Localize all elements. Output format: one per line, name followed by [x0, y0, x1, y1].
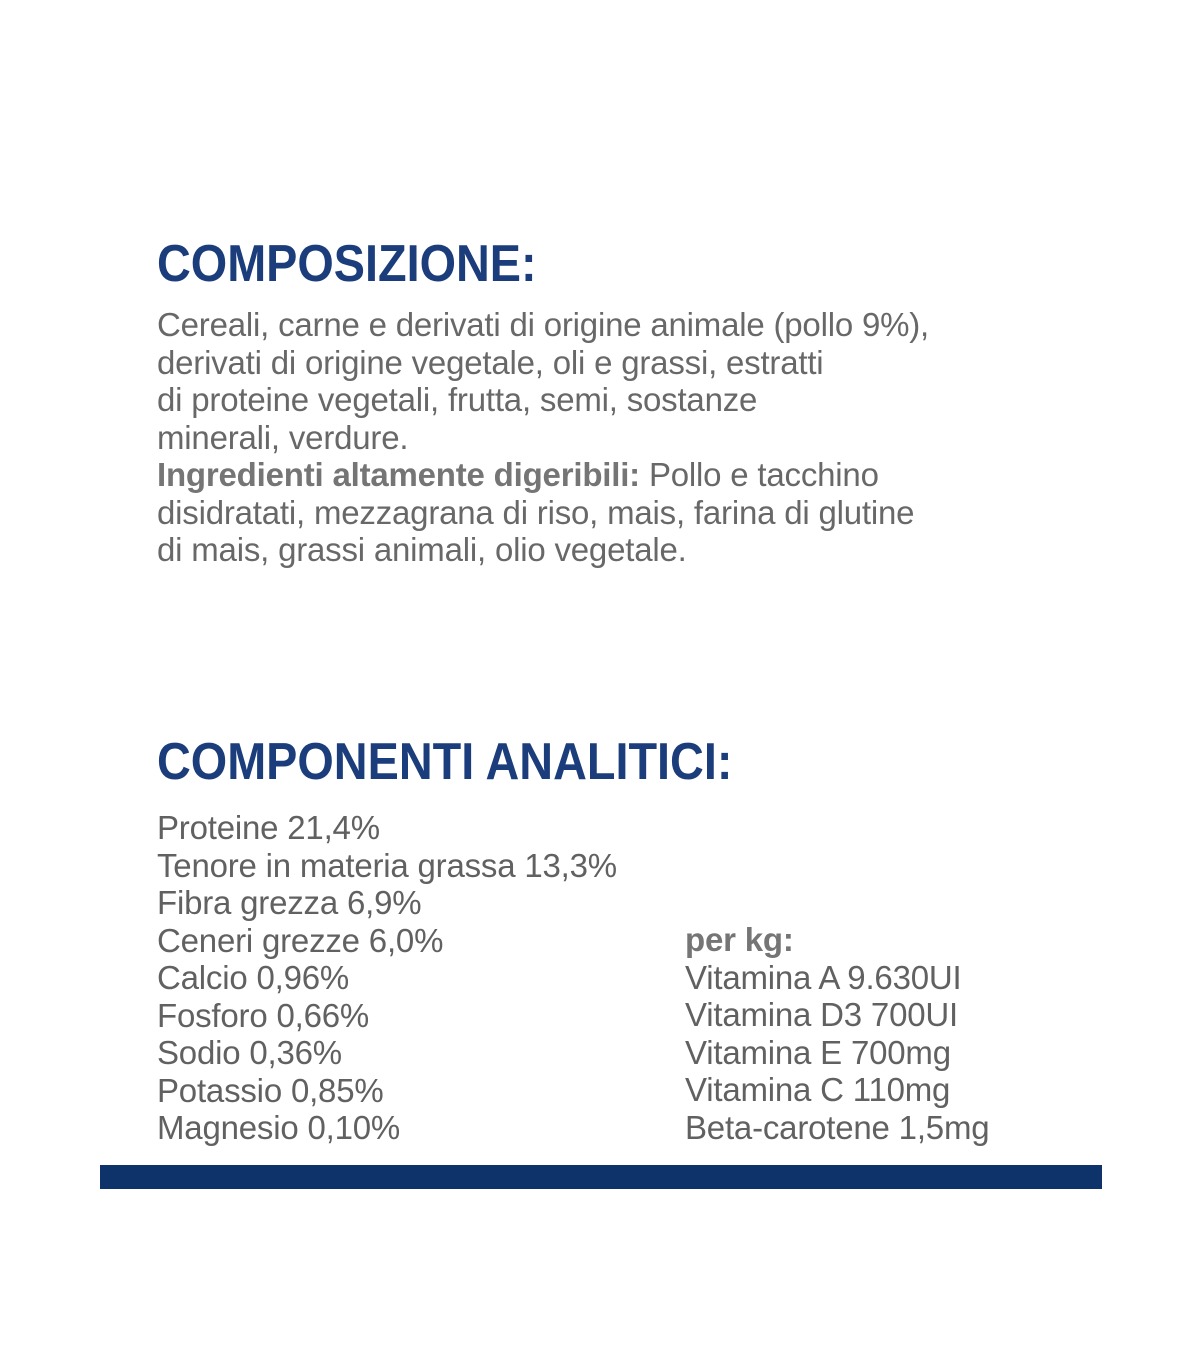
composition-line: derivati di origine vegetale, oli e grassi, estratti	[157, 343, 824, 381]
analytical-item-magnesio: Magnesio 0,10%	[157, 1109, 401, 1146]
digestible-ingredients-line	[157, 456, 929, 494]
analytical-item-sodio: Sodio 0,36%	[157, 1034, 342, 1071]
digestible-ingredients-line: disidratati, mezzagrana di riso, mais, farina di glutine	[157, 493, 915, 531]
analytical-components-heading: COMPONENTI ANALITICI:	[157, 733, 733, 791]
composition-line: Cereali, carne e derivati di origine animale (pollo 9%),	[157, 306, 930, 343]
analytical-item-beta-carotene: Beta-carotene 1,5mg	[685, 1108, 990, 1146]
analytical-item-vitamina-c: Vitamina C 110mg	[685, 1071, 951, 1108]
analytical-item-tenore-materia-grassa: Tenore in materia grassa 13,3%	[157, 846, 617, 884]
digestible-ingredients-label: Ingredienti altamente digeribili:	[157, 456, 640, 493]
analytical-item-vitamina-e: Vitamina E 700mg	[685, 1033, 951, 1071]
composition-heading: COMPOSIZIONE:	[157, 235, 537, 293]
digestible-ingredients-line: di mais, grassi animali, olio vegetale.	[157, 531, 687, 568]
composition-paragraph	[157, 306, 929, 569]
analytical-item-ceneri-grezze: Ceneri grezze 6,0%	[157, 921, 444, 959]
analytical-item-calcio: Calcio 0,96%	[157, 959, 350, 996]
analytical-item-vitamina-d3: Vitamina D3 700UI	[685, 996, 958, 1033]
composition-line: di proteine vegetali, frutta, semi, sostanze	[157, 381, 758, 418]
per-kg-label: per kg:	[685, 921, 794, 958]
analytical-right-column	[685, 921, 989, 1146]
analytical-item-fibra-grezza: Fibra grezza 6,9%	[157, 884, 422, 921]
analytical-item-vitamina-a: Vitamina A 9.630UI	[685, 958, 962, 996]
composition-line: minerali, verdure.	[157, 418, 409, 456]
digestible-ingredients-rest: Pollo e tacchino	[639, 456, 879, 493]
analytical-item-fosforo: Fosforo 0,66%	[157, 996, 370, 1034]
bottom-divider-bar	[100, 1165, 1102, 1189]
analytical-left-column	[157, 809, 617, 1147]
analytical-item-potassio: Potassio 0,85%	[157, 1071, 384, 1109]
analytical-item-proteine: Proteine 21,4%	[157, 809, 380, 846]
